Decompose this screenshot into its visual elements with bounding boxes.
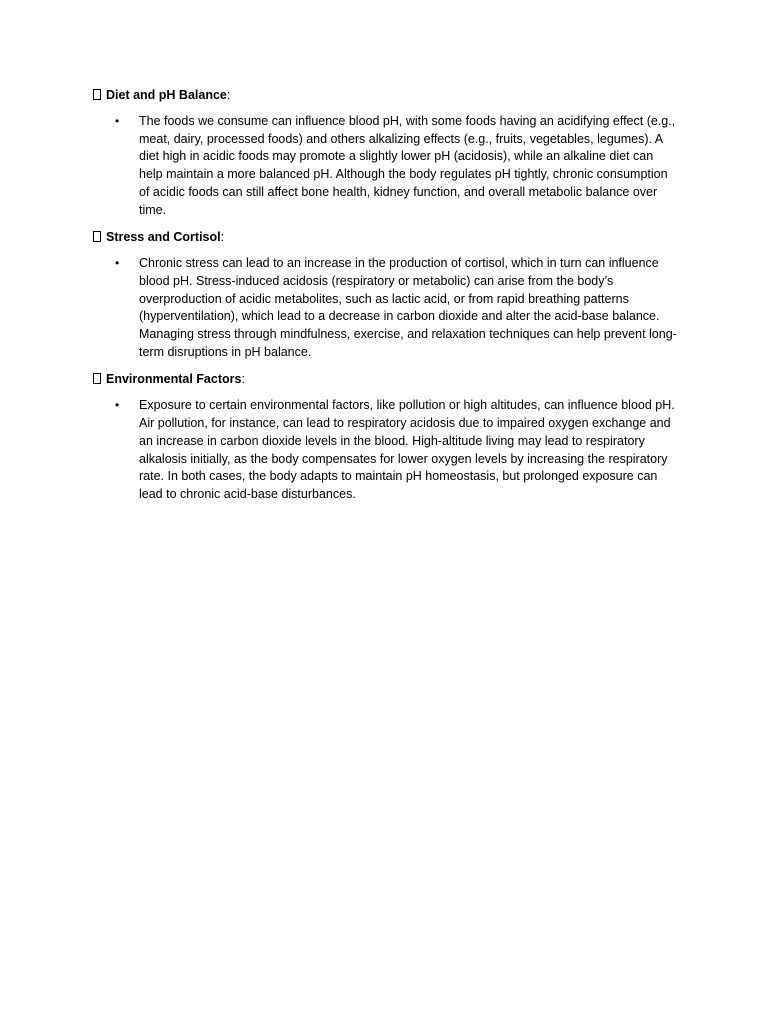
section-heading <box>93 86 678 104</box>
section-heading <box>93 228 678 246</box>
list-item <box>93 397 678 503</box>
section-title-suffix: : <box>226 88 231 102</box>
section-diet-ph-balance <box>93 86 678 219</box>
missing-glyph-box-icon <box>93 231 101 242</box>
section-title-suffix: : <box>220 230 225 245</box>
bullet-list <box>93 255 678 361</box>
list-item <box>93 255 678 361</box>
section-heading <box>93 370 678 388</box>
bullet-icon: • <box>115 256 120 271</box>
paragraph-text: The foods we consume can influence blood pH, with some foods having an acidifying effect (e.g., meat, dairy, processed foods) and others alkalizing effects (e.g., fruits, vegetables, legumes). A diet high in acidic foods may promote a slightly lower pH (acidosis), while an alkaline diet can help maintain a more balanced pH. Although the body regulates pH tightly, chronic consumption of acidic foods can still affect bone health, kidney function, and overall metabolic balance over time. <box>139 114 676 217</box>
bullet-icon: • <box>115 114 120 128</box>
section-title: Environmental Factors <box>106 372 242 387</box>
document-body <box>93 86 678 513</box>
section-title: Stress and Cortisol <box>106 230 221 245</box>
paragraph-text: Chronic stress can lead to an increase in the production of cortisol, which in turn can influence blood pH. Stress-induced acidosis (respiratory or metabolic) can arise from the body’s overproduction of acidic metabolites, such as lactic acid, or from rapid breathing patterns (hyperventilation), which lead to a decrease in carbon dioxide and alter the acid-base balance. Managing stress through mindfulness, exercise, and relaxation techniques can help prevent long-term disruptions in pH balance. <box>139 256 677 359</box>
list-item <box>93 113 678 219</box>
bullet-list <box>93 113 678 219</box>
section-environmental-factors <box>93 370 678 503</box>
section-title: Diet and pH Balance <box>106 88 227 102</box>
bullet-icon: • <box>115 398 120 413</box>
section-stress-cortisol <box>93 228 678 361</box>
missing-glyph-box-icon <box>93 89 101 100</box>
section-title-suffix: : <box>241 372 245 387</box>
paragraph-text: Exposure to certain environmental factors, like pollution or high altitudes, can influence blood pH. Air pollution, for instance, can lead to respiratory acidosis due to impaired oxygen exchange and an increase in carbon dioxide levels in the blood. High-altitude living may lead to respiratory alkalosis initially, as the body compensates for lower oxygen levels by increasing the respiratory rate. In both cases, the body adapts to maintain pH homeostasis, but prolonged exposure can lead to chronic acid-base disturbances. <box>139 398 675 501</box>
missing-glyph-box-icon <box>93 373 101 384</box>
bullet-list <box>93 397 678 503</box>
